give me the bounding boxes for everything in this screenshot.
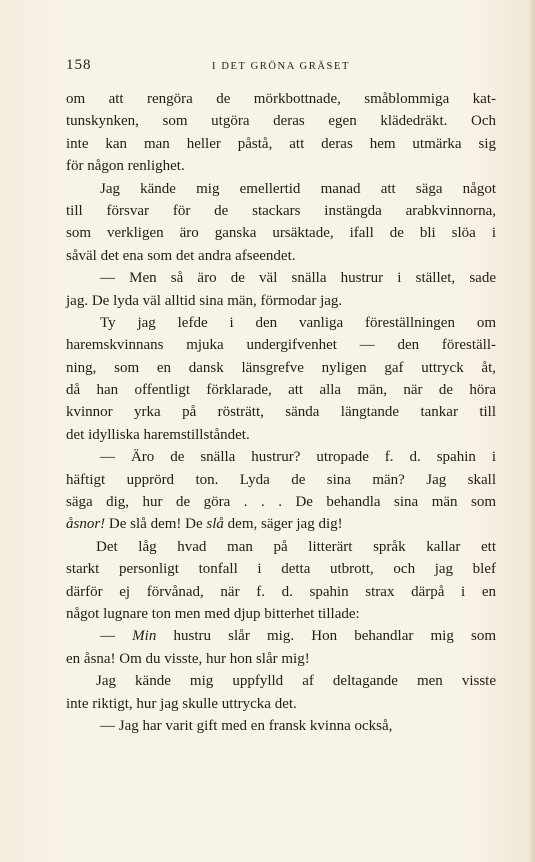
text-line: därför ej förvånad, när f. d. spahin strax därpå i en [66,583,496,600]
text-line: det idylliska haremstillståndet. [66,426,250,443]
text-line: om att rengöra de mörkbottnade, småblommiga kat- [66,91,496,107]
text-line-with-emphasis [66,513,496,535]
emphasis-text: Min [132,628,157,645]
emphasis-text: åsnor! [66,516,106,533]
text-line: häftigt upprörd ton. Lyda de sina män? Jag skall [66,471,496,488]
text-line: — Men så äro de väl snälla hustrur i stället, sade [100,270,496,287]
text-line: inte riktigt, hur jag skulle uttrycka det. [66,695,297,712]
page-edge-shadow [529,0,535,862]
text-line: en åsna! Om du visste, hur hon slår mig! [66,650,310,667]
text-line: Det låg hvad man på litterärt språk kallar ett [96,538,496,555]
text-fragment: hustru slår mig. Hon behandlar mig som [173,628,497,645]
dash: — [100,628,115,645]
text-line: då han offentligt förklarade, att alla män, när de höra [66,382,496,399]
page-header [66,57,496,77]
text-line: tunskynken, som utgöra deras egen klädedräkt. Och [66,113,496,130]
text-line: — Jag har varit gift med en fransk kvinna också, [100,717,393,734]
text-line: haremskvinnans mjuka undergifvenhet — den föreställ- [66,337,496,354]
emphasis-text: slå [206,516,224,533]
text-line: Jag kände mig emellertid manad att säga något [100,180,496,197]
text-line: kvinnor yrka på rösträtt, sända längtande tankar till [66,404,496,421]
text-line: för någon renlighet. [66,158,185,175]
text-line: som verkligen äro ganska ursäktade, ifall de bli slöa i [66,225,496,242]
text-line: något lugnare ton men med djup bitterhet tillade: [66,605,360,622]
running-title: I DET GRÖNA GRÄSET [212,61,350,72]
text-line: starkt personligt tonfall i detta utbrott, och jag blef [66,561,496,578]
text-line: Ty jag lefde i den vanliga föreställningen om [100,314,496,331]
page-number: 158 [66,57,92,73]
text-line: Jag kände mig uppfylld af deltagande men visste [96,673,496,690]
text-line: ning, som en dansk länsgrefve nyligen gaf uttryck åt, [66,359,496,376]
text-line: såväl det ena som det andra afseendet. [66,247,296,264]
text-line: säga dig, hur de göra . . . De behandla sina män som [66,494,496,511]
text-fragment: De slå dem! De [108,516,203,533]
text-line: inte kan man heller påstå, att deras hem utmärka sig [66,135,496,152]
text-line: jag. De lyda väl alltid sina män, förmodar jag. [66,292,343,309]
text-line: — Äro de snälla hustrur? utropade f. d. spahin i [100,449,496,466]
body-text [66,88,496,737]
text-line: till försvar för de stackars instängda arabkvinnorna, [66,202,496,219]
text-fragment: dem, säger jag dig! [227,516,343,533]
text-line-with-emphasis [66,625,496,647]
